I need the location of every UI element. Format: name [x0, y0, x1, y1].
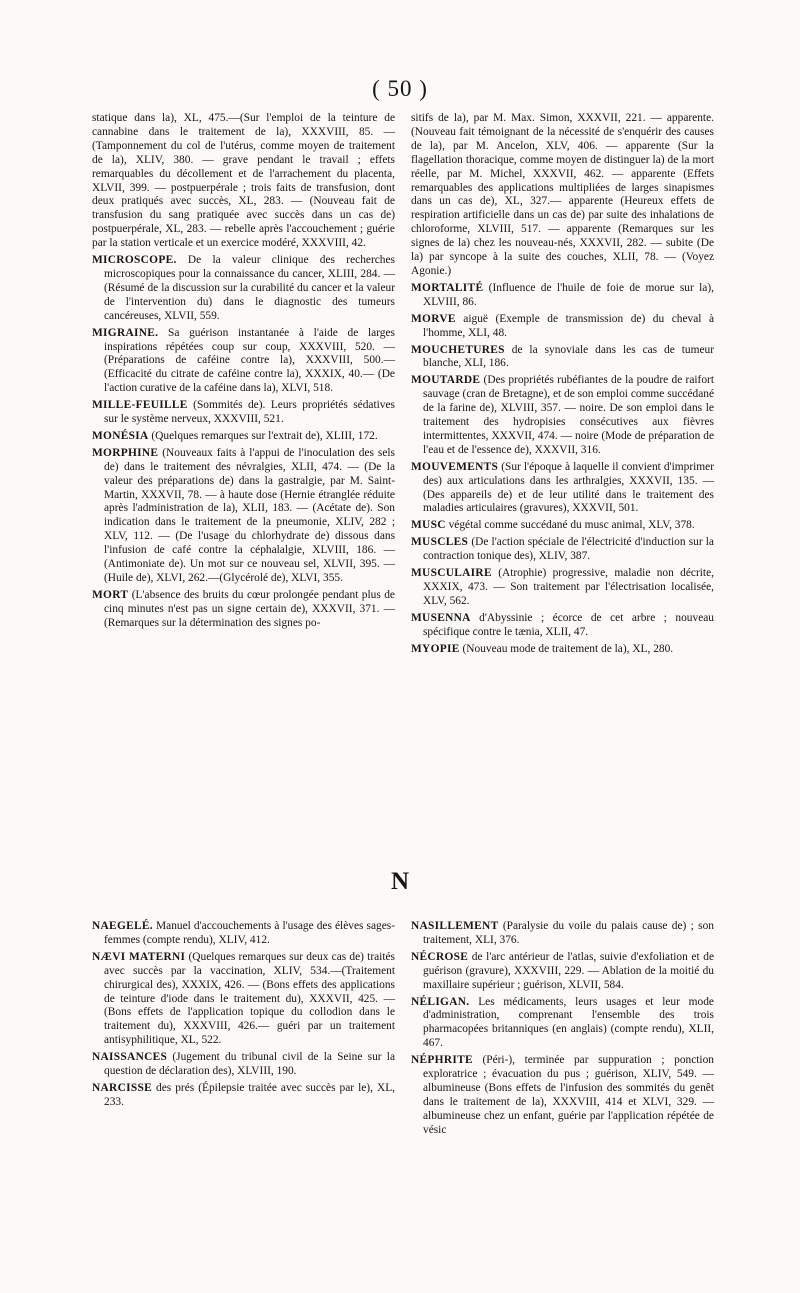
index-entry — [411, 282, 714, 310]
entry-headword: MUSCLES — [411, 536, 469, 549]
entry-text: Sa guérison instantanée à l'aide de larges inspirations répétées coup sur coup, XXXVIII, 520. — (Préparations de caféine contre la), XXXVIII, 500.—(Efficacité du citrate de caféine contre la), XXXIX, 40.— (De l'action curative de la caféine dans la), XLVI, 518. — [104, 326, 395, 395]
index-entry — [92, 112, 395, 251]
index-entry — [411, 920, 714, 948]
index-entry — [411, 313, 714, 341]
entry-text: des prés (Épilepsie traitée avec succès par le), XL, 233. — [104, 1081, 395, 1108]
index-entry — [411, 536, 714, 564]
section-letter: N — [390, 868, 410, 895]
entry-headword: NARCISSE — [92, 1081, 153, 1094]
entry-text: (De l'action spéciale de l'électricité d'induction sur la contraction tonique des), XLIV, 387. — [423, 536, 714, 563]
entry-headword: NÆVI MATERNI — [92, 950, 186, 963]
index-entry — [411, 996, 714, 1052]
entry-text: (Sur l'époque à laquelle il convient d'imprimer des) aux articulations dans les arthralgies, XXXVII, 135. — (Des appareils de) et de leur utilité dans le traitement des maladies articulaires (gravures), XXXVII, 501. — [423, 460, 714, 515]
index-entry — [411, 567, 714, 609]
entry-text: (Jugement du tribunal civil de la Seine sur la question de déclaration des), XLVIII, 190. — [104, 1051, 395, 1078]
entry-text: Manuel d'accouchements à l'usage des élèves sages-femmes (compte rendu), XLIV, 412. — [104, 920, 395, 946]
entry-text: (Atrophie) progressive, maladie non décrite, XXXIX, 473. — Son traitement par l'électrisation localisée, XLV, 562. — [423, 567, 714, 607]
entry-headword: MOUVEMENTS — [411, 460, 499, 473]
entry-headword: NÉPHRITE — [411, 1054, 473, 1067]
index-entry — [92, 399, 395, 427]
index-entry — [411, 461, 714, 517]
entry-headword: MORVE — [411, 312, 456, 325]
entry-headword: NAEGELÉ. — [92, 920, 153, 932]
index-entry — [411, 612, 714, 640]
entry-headword: MIGRAINE. — [92, 326, 159, 339]
entry-text: de la synoviale dans les cas de tumeur blanche, XLI, 186. — [423, 343, 714, 370]
entry-headword: MONÉSIA — [92, 429, 149, 442]
entry-headword: MORPHINE — [92, 446, 159, 459]
index-entry — [411, 112, 714, 279]
index-entry — [92, 447, 395, 586]
page-number: ( 50 ) — [372, 76, 428, 101]
index-entry — [411, 374, 714, 457]
entry-text: De la valeur clinique des recherches microscopiques pour la connaissance du cancer, XLIII, 284. — (Résumé de la discussion sur la curabilité du cancer et la valeur de l'intervention du) dans le diagnostic des tumeurs cancéreuses, XLVII, 559. — [104, 254, 395, 322]
column-bottom-right — [411, 920, 714, 1141]
entry-headword: MUSC — [411, 519, 446, 532]
entry-headword: MOUCHETURES — [411, 343, 505, 356]
entry-headword: MUSENNA — [411, 611, 471, 624]
entry-headword: NASILLEMENT — [411, 920, 499, 932]
index-entry — [92, 1051, 395, 1079]
index-entry — [411, 344, 714, 372]
entry-text: statique dans la), XL, 475.—(Sur l'emploi de la teinture de cannabine dans le traitement de la), XXXVIII, 85. — (Tamponnement du col de l'utérus, comme moyen de traitement de la), XLIV, 380. — grave pendant le travail ; effets remarquables du décollement et de l'arrachement du placenta, XLVII, 399. — postpuerpérale ; trois faits de transfusion, dont deux pratiqués avec succès, XL, 283. — (Nouveau fait de transfusion du sang pratiquée avec succès dans un cas de) postpuerpérale, XL, 283. — rebelle après l'accouchement ; guérie par la station verticale et un exercice modéré, XXXVIII, 42. — [92, 112, 395, 250]
index-entry — [92, 951, 395, 1048]
entry-text: (Quelques remarques sur deux cas de) traités avec succès par la vaccination, XLIV, 534.—(Traitement chirurgical des), XXXIX, 426. — (Bons effets des applications de teinture d'iode dans le traitement du), XXXVII, 425. — (Bons effets de l'application topique du collodion dans le traitement du), XXXVIII, 426.— guéri par un traitement antisyphilitique, XL, 522. — [104, 950, 395, 1047]
entry-text: (L'absence des bruits du cœur prolongée pendant plus de cinq minutes n'est pas un signe certain de), XXXVII, 371. — (Remarques sur la détermination des signes po- — [104, 588, 395, 629]
entry-headword: MORT — [92, 588, 129, 601]
index-entry — [92, 254, 395, 324]
bottom-columns — [92, 920, 714, 1141]
entry-headword: MICROSCOPE. — [92, 254, 177, 267]
column-top-left — [92, 112, 395, 660]
entry-headword: MOUTARDE — [411, 374, 481, 387]
entry-text: végétal comme succédané du musc animal, XLV, 378. — [445, 519, 695, 532]
entry-text: de l'arc antérieur de l'atlas, suivie d'exfoliation et de guérison (gravure), XXXVIII, 229. — Ablation de la moitié du maxillaire supérieur ; guérison, XLVII, 584. — [423, 950, 714, 991]
index-entry — [92, 327, 395, 397]
entry-headword: NÉLIGAN. — [411, 995, 470, 1008]
index-entry — [411, 1054, 714, 1137]
index-entry — [411, 519, 714, 533]
index-entry — [92, 1082, 395, 1110]
column-top-right — [411, 112, 714, 660]
column-bottom-left — [92, 920, 395, 1141]
index-entry — [411, 951, 714, 993]
entry-text: (Nouveaux faits à l'appui de l'inoculation des sels de) dans le traitement des névralgies, XLII, 474. — (De la valeur des préparations de) dans la gastralgie, par M. Saint-Martin, XXXVII, 78. — à haute dose (Hernie étranglée réduite après l'administration de la), XLII, 183. — (Acétate de). Son indication dans le traitement de la pneumonie, XLIV, 282 ; XLV, 112. — (De l'usage du chlorhydrate de) dissous dans l'infusion de café contre la céphalalgie, XLVIII, 186. — (Antimoniate de). Un mot sur ce nouveau sel, XLVII, 395. — (Huile de), XLVI, 262.—(Glycérolé de), XLVI, 355. — [104, 446, 395, 584]
entry-text: (Des propriétés rubéfiantes de la poudre de raifort sauvage (cran de Bretagne), et de son emploi comme succédané de la farine de), XLVIII, 357. — noire. De son emploi dans le traitement des hydropisies consécutives aux fièvres intermittentes, XXXVII, 474. — noire (Mode de préparation de l'eau et de l'essence de), XXXVII, 316. — [423, 374, 714, 456]
index-entry — [92, 920, 395, 948]
index-entry — [411, 643, 714, 657]
entry-text: (Influence de l'huile de foie de morue sur la), XLVIII, 86. — [423, 281, 714, 308]
index-entry — [92, 430, 395, 444]
entry-text: aiguë (Exemple de transmission de) du cheval à l'homme, XLI, 48. — [423, 312, 714, 339]
entry-headword: MUSCULAIRE — [411, 567, 492, 580]
entry-text: (Quelques remarques sur l'extrait de), XLIII, 172. — [148, 429, 378, 442]
entry-headword: NAISSANCES — [92, 1051, 168, 1064]
entry-headword: MILLE-FEUILLE — [92, 399, 188, 412]
entry-text: Les médicaments, leurs usages et leur mode d'administration, comprenant l'ensemble des trois pharmacopées britanniques (en anglais) (compte rendu), XLII, 467. — [423, 995, 714, 1050]
entry-headword: MYOPIE — [411, 642, 460, 655]
top-columns — [92, 112, 714, 660]
entry-text: (Sommités de). Leurs propriétés sédatives sur le système nerveux, XXXVIII, 521. — [104, 399, 395, 426]
entry-headword: NÉCROSE — [411, 950, 469, 963]
entry-text: sitifs de la), par M. Max. Simon, XXXVII, 221. — apparente. (Nouveau fait témoignant de la nécessité de s'enquérir des causes de la), par M. Ancelon, XLV, 406. — apparente (Sur la flagellation thoracique, comme moyen de distinguer la) de la mort réelle, par M. Michel, XXXVII, 462. — apparente (Effets remarquables des applications multipliées de larges sinapismes dans un cas de), XL, 327.— apparente (Heureux effets de respiration artificielle dans un cas de) par suite des inhalations de chloroforme, XLVIII, 517. — apparente (Remarques sur les signes de la) chez les nouveau-nés, XXXVII, 282. — subite (De la) par syncope à la suite des couches, XLII, 78. — (Voyez Agonie.) — [411, 112, 714, 277]
entry-text: (Paralysie du voile du palais cause de) ; son traitement, XLI, 376. — [423, 920, 714, 946]
entry-text: (Nouveau mode de traitement de la), XL, 280. — [459, 642, 674, 655]
entry-headword: MORTALITÉ — [411, 281, 484, 294]
index-entry — [92, 589, 395, 631]
entry-text: (Péri-), terminée par suppuration ; ponction exploratrice ; évacuation du pus ; guérison, XLIV, 549. — albumineuse (Bons effets de l'infusion des sommités du genêt dans le traitement de la), XXXVIII, 414 et XLVI, 329. — albumineuse chez un enfant, guérie par l'application répétée de vésic — [423, 1054, 714, 1136]
entry-text: d'Abyssinie ; écorce de cet arbre ; nouveau spécifique contre le tænia, XLII, 47. — [423, 611, 714, 638]
